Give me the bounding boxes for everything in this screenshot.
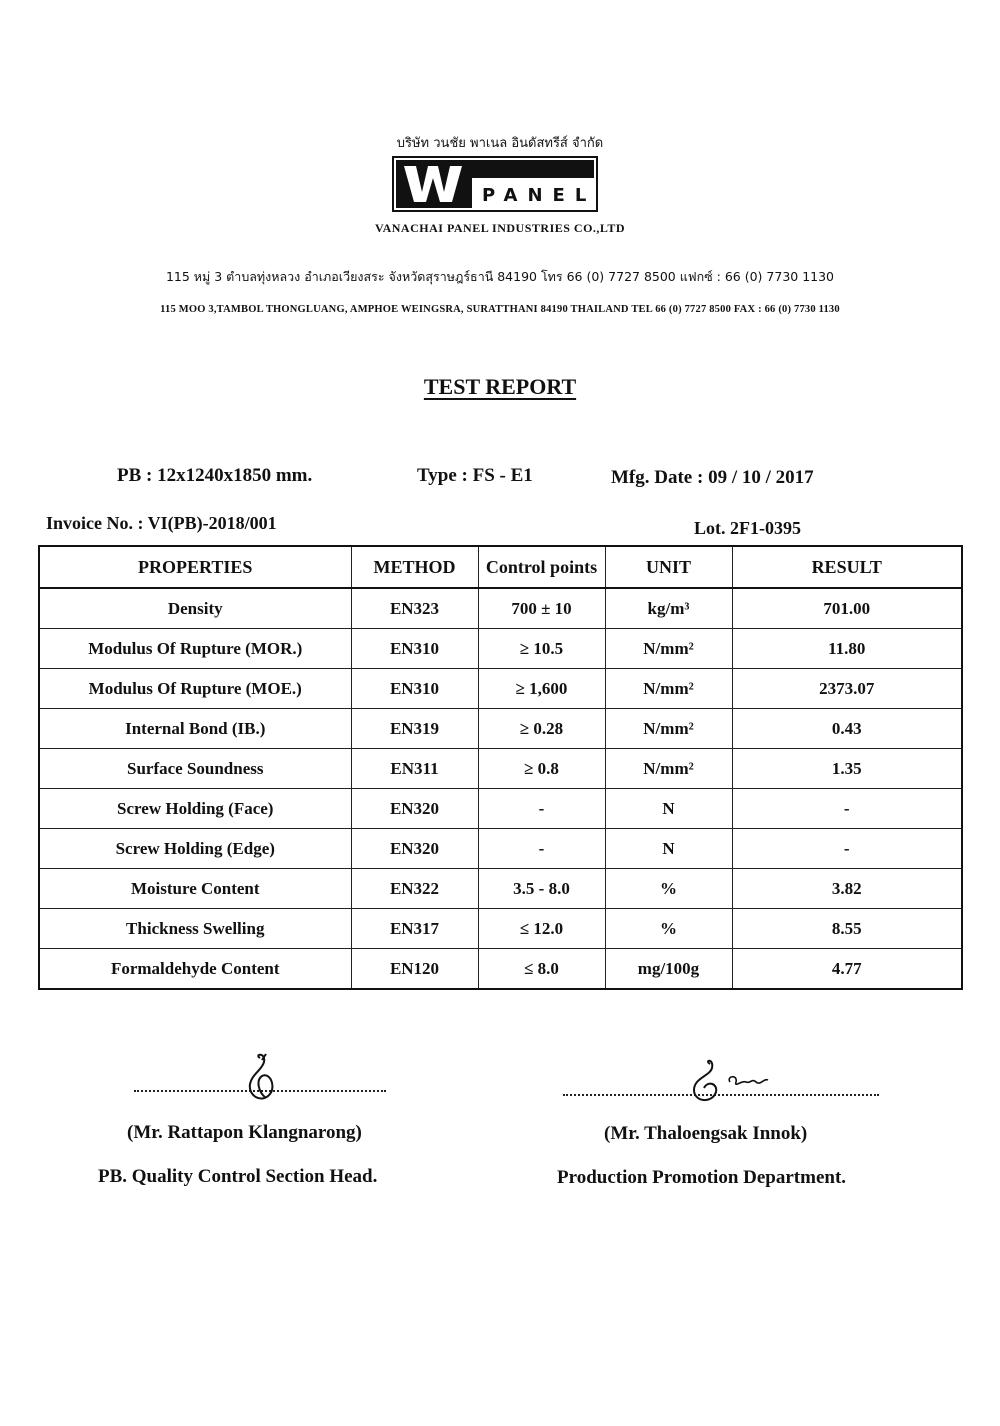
signer-name-right: (Mr. Thaloengsak Innok)	[604, 1123, 808, 1144]
cell-control: ≤ 8.0	[478, 949, 605, 990]
cell-control: ≥ 10.5	[478, 629, 605, 669]
company-logo	[392, 156, 598, 212]
cell-method: EN317	[351, 909, 478, 949]
lot-number: Lot. 2F1-0395	[694, 518, 801, 538]
company-name-thai: บริษัท วนชัย พาเนล อินดัสทรีส์ จำกัด	[396, 136, 604, 151]
logo-text: PANEL	[482, 185, 597, 206]
test-results-table	[38, 545, 963, 990]
cell-property: Screw Holding (Edge)	[39, 829, 351, 869]
table-header-row	[39, 546, 962, 588]
cell-property: Thickness Swelling	[39, 909, 351, 949]
cell-unit: N	[605, 829, 732, 869]
signature-mark-left	[236, 1050, 296, 1110]
address-en: 115 MOO 3,TAMBOL THONGLUANG, AMPHOE WEINGSRA, SURATTHANI 84190 THAILAND TEL 66 (0) 7727 8500 FAX : 66 (0) 7730 1130	[160, 304, 840, 315]
cell-unit: kg/m³	[605, 588, 732, 629]
header-unit: UNIT	[605, 546, 732, 588]
signer-title-left: PB. Quality Control Section Head.	[98, 1166, 378, 1187]
cell-unit: %	[605, 869, 732, 909]
signer-title-right: Production Promotion Department.	[557, 1167, 847, 1188]
signature-mark-right	[686, 1058, 776, 1108]
mfg-date: Mfg. Date : 09 / 10 / 2017	[611, 467, 814, 488]
table-row	[39, 829, 962, 869]
cell-method: EN319	[351, 709, 478, 749]
cell-control: ≥ 0.8	[478, 749, 605, 789]
cell-property: Internal Bond (IB.)	[39, 709, 351, 749]
cell-result: 1.35	[732, 749, 962, 789]
cell-unit: N/mm²	[605, 629, 732, 669]
cell-method: EN310	[351, 629, 478, 669]
cell-result: 8.55	[732, 909, 962, 949]
cell-method: EN311	[351, 749, 478, 789]
signer-name-left: (Mr. Rattapon Klangnarong)	[127, 1122, 362, 1143]
cell-property: Density	[39, 588, 351, 629]
table-row	[39, 789, 962, 829]
cell-method: EN120	[351, 949, 478, 990]
header-properties: PROPERTIES	[39, 546, 351, 588]
cell-unit: mg/100g	[605, 949, 732, 990]
cell-property: Modulus Of Rupture (MOR.)	[39, 629, 351, 669]
cell-control: 700 ± 10	[478, 588, 605, 629]
table-row	[39, 709, 962, 749]
cell-result: -	[732, 789, 962, 829]
cell-method: EN310	[351, 669, 478, 709]
cell-result: 11.80	[732, 629, 962, 669]
cell-property: Screw Holding (Face)	[39, 789, 351, 829]
signature-scribble-icon	[686, 1058, 776, 1108]
table-body	[39, 588, 962, 989]
cell-result: 701.00	[732, 588, 962, 629]
report-title-text: TEST REPORT	[423, 374, 577, 399]
table-row	[39, 749, 962, 789]
cell-result: 3.82	[732, 869, 962, 909]
report-title	[0, 374, 1000, 400]
table-row	[39, 629, 962, 669]
company-name-en: VANACHAI PANEL INDUSTRIES CO.,LTD	[374, 221, 625, 235]
table-row	[39, 869, 962, 909]
cell-control: ≥ 0.28	[478, 709, 605, 749]
table-row	[39, 669, 962, 709]
w-panel-logo-icon	[392, 156, 598, 212]
table-row	[39, 588, 962, 629]
cell-unit: %	[605, 909, 732, 949]
cell-result: -	[732, 829, 962, 869]
cell-result: 0.43	[732, 709, 962, 749]
address-thai: 115 หมู่ 3 ตำบลทุ่งหลวง อำเภอเวียงสระ จังหวัดสุราษฎร์ธานี 84190 โทร 66 (0) 7727 8500 แฟกซ์ : 66 (0) 7730 1130	[165, 269, 835, 284]
cell-result: 2373.07	[732, 669, 962, 709]
cell-property: Moisture Content	[39, 869, 351, 909]
invoice-number: Invoice No. : VI(PB)-2018/001	[46, 513, 277, 533]
product-type: Type : FS - E1	[417, 465, 533, 486]
cell-unit: N/mm²	[605, 669, 732, 709]
cell-unit: N/mm²	[605, 749, 732, 789]
cell-property: Surface Soundness	[39, 749, 351, 789]
table-row	[39, 949, 962, 990]
cell-result: 4.77	[732, 949, 962, 990]
cell-unit: N/mm²	[605, 709, 732, 749]
cell-property: Formaldehyde Content	[39, 949, 351, 990]
cell-method: EN320	[351, 789, 478, 829]
cell-control: 3.5 - 8.0	[478, 869, 605, 909]
header-result: RESULT	[732, 546, 962, 588]
cell-method: EN322	[351, 869, 478, 909]
cell-control: -	[478, 829, 605, 869]
cell-method: EN323	[351, 588, 478, 629]
signature-scribble-icon	[236, 1050, 296, 1110]
pb-size: PB : 12x1240x1850 mm.	[117, 465, 313, 486]
cell-control: ≤ 12.0	[478, 909, 605, 949]
cell-control: -	[478, 789, 605, 829]
cell-control: ≥ 1,600	[478, 669, 605, 709]
header-method: METHOD	[351, 546, 478, 588]
cell-property: Modulus Of Rupture (MOE.)	[39, 669, 351, 709]
header-control-points: Control points	[478, 546, 605, 588]
cell-unit: N	[605, 789, 732, 829]
cell-method: EN320	[351, 829, 478, 869]
table-row	[39, 909, 962, 949]
